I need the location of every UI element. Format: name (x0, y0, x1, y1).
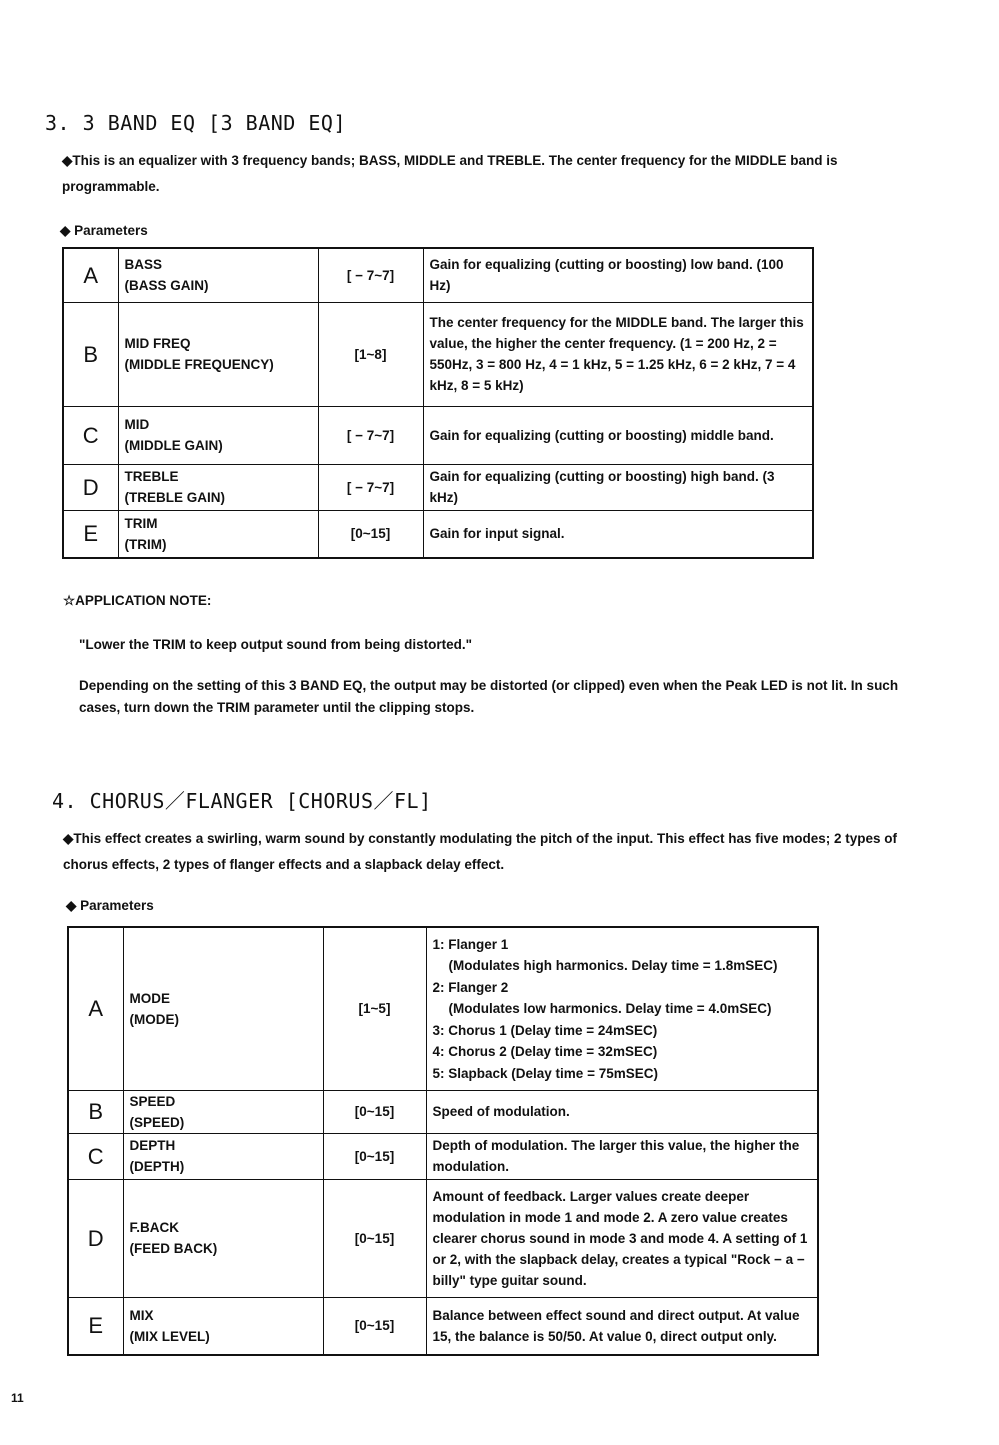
table-row (63, 464, 813, 510)
application-note-label-text: APPLICATION NOTE: (75, 593, 212, 608)
param-name-cell (123, 1179, 323, 1297)
param-range: [0~15] (323, 1133, 426, 1179)
mode-item: 5: Slapback (Delay time = 75mSEC) (432, 1065, 658, 1081)
table-row (63, 510, 813, 558)
param-name: SPEED (129, 1093, 176, 1109)
table-row (68, 1133, 818, 1179)
param-description: Amount of feedback. Larger values create deeper modulation in mode 1 and mode 2. A zero value creates clearer chorus sound in mode 3 and mode 4. A setting of 1 or 2, with the slapback delay, creates a typical "Rock − a − billy" type guitar sound. (426, 1179, 818, 1297)
param-name: TRIM (124, 515, 158, 531)
param-name: DEPTH (129, 1138, 176, 1153)
param-letter: C (68, 1133, 123, 1179)
table-row (63, 302, 813, 406)
diamond-bullet-icon: ◆ (60, 223, 71, 238)
param-range: [ − 7~7] (318, 248, 423, 302)
param-full-name: (TRIM) (124, 536, 167, 552)
diamond-bullet-icon: ◆ (63, 831, 74, 846)
diamond-bullet-icon: ◆ (62, 153, 73, 168)
param-description: The center frequency for the MIDDLE band. The larger this value, the higher the center frequency. (1 = 200 Hz, 2 = 550Hz, 3 = 800 Hz, 4 = 1 kHz, 5 = 1.25 kHz, 6 = 2 kHz, 7 = 4 kHz, 8 = 5 kHz) (423, 302, 813, 406)
param-range: [0~15] (318, 510, 423, 558)
section-3-intro-text: This is an equalizer with 3 frequency bands; BASS, MIDDLE and TREBLE. The center frequency for the MIDDLE band is programmable. (62, 153, 838, 194)
section-4-intro-text: This effect creates a swirling, warm sound by constantly modulating the pitch of the input. This effect has five modes; 2 types of chorus effects, 2 types of flanger effects and a slapback delay effect. (63, 831, 898, 872)
params-label-text: Parameters (80, 898, 154, 913)
param-description: Speed of modulation. (426, 1090, 818, 1133)
param-description: Gain for equalizing (cutting or boosting) low band. (100 Hz) (423, 248, 813, 302)
param-full-name: (BASS GAIN) (124, 278, 209, 294)
mode-list (426, 927, 818, 1090)
table-row (63, 406, 813, 464)
table-row (68, 927, 818, 1090)
param-range: [ − 7~7] (318, 406, 423, 464)
section-4-heading: 4. CHORUS／FLANGER [CHORUS／FL] (52, 789, 432, 813)
table-row (63, 248, 813, 302)
page-number: 11 (11, 1391, 24, 1405)
param-description: Gain for equalizing (cutting or boosting) middle band. (423, 406, 813, 464)
param-full-name: (MIDDLE GAIN) (124, 438, 223, 453)
param-letter: C (63, 406, 118, 464)
param-name-cell (118, 510, 318, 558)
param-name: MID FREQ (124, 336, 191, 351)
param-letter: D (68, 1179, 123, 1297)
mode-item: 4: Chorus 2 (Delay time = 32mSEC) (432, 1044, 658, 1059)
param-range: [0~15] (323, 1297, 426, 1355)
param-description: Balance between effect sound and direct output. At value 15, the balance is 50/50. At value 0, direct output only. (426, 1297, 818, 1355)
param-full-name: (SPEED) (129, 1114, 185, 1130)
star-icon: ☆ (63, 593, 76, 608)
param-letter: E (68, 1297, 123, 1355)
param-full-name: (MIDDLE FREQUENCY) (124, 357, 274, 372)
param-name-cell (118, 302, 318, 406)
param-name-cell (118, 248, 318, 302)
param-name: MIX (129, 1307, 154, 1323)
table-row (68, 1297, 818, 1355)
param-description: Gain for input signal. (423, 510, 813, 558)
param-name: TREBLE (124, 469, 179, 484)
application-note-label (63, 593, 211, 609)
eq-parameter-table (62, 247, 814, 559)
param-full-name: (MIX LEVEL) (129, 1328, 210, 1344)
param-range: [0~15] (323, 1090, 426, 1133)
param-range: [1~5] (323, 927, 426, 1090)
param-name-cell (118, 464, 318, 510)
param-range: [1~8] (318, 302, 423, 406)
param-letter: A (63, 248, 118, 302)
param-name-cell (123, 1297, 323, 1355)
application-note-quote: "Lower the TRIM to keep output sound from being distorted." (79, 637, 473, 652)
param-name: MODE (129, 990, 170, 1006)
section-3-heading: 3. 3 BAND EQ [3 BAND EQ] (45, 111, 346, 135)
param-letter: B (68, 1090, 123, 1133)
table-row (68, 1179, 818, 1297)
section-3-params-label (60, 223, 148, 239)
mode-detail: (Modulates high harmonics. Delay time = 1.8mSEC) (448, 958, 778, 973)
param-letter: B (63, 302, 118, 406)
chorus-parameter-table (67, 926, 819, 1356)
mode-item: 1: Flanger 1 (432, 936, 509, 952)
param-range: [ − 7~7] (318, 464, 423, 510)
section-3-intro (62, 148, 922, 200)
param-name: BASS (124, 257, 163, 273)
param-full-name: (TREBLE GAIN) (124, 490, 225, 505)
param-name: MID (124, 417, 150, 432)
mode-item: 2: Flanger 2 (432, 979, 509, 995)
param-description: Gain for equalizing (cutting or boosting) high band. (3 kHz) (423, 464, 813, 510)
table-row (68, 1090, 818, 1133)
param-name-cell (123, 1133, 323, 1179)
mode-item: 3: Chorus 1 (Delay time = 24mSEC) (432, 1022, 658, 1038)
section-4-params-label (66, 898, 154, 914)
param-range: [0~15] (323, 1179, 426, 1297)
param-letter: A (68, 927, 123, 1090)
param-name: F.BACK (129, 1220, 179, 1235)
param-description: Depth of modulation. The larger this value, the higher the modulation. (426, 1133, 818, 1179)
param-letter: D (63, 464, 118, 510)
application-note-body: Depending on the setting of this 3 BAND EQ, the output may be distorted (or clipped) even when the Peak LED is not lit. In such cases, turn down the TRIM parameter until the clipping stops. (79, 678, 899, 715)
param-letter: E (63, 510, 118, 558)
param-full-name: (MODE) (129, 1011, 179, 1027)
diamond-bullet-icon: ◆ (66, 898, 77, 913)
section-4-intro (63, 826, 923, 878)
mode-detail: (Modulates low harmonics. Delay time = 4.0mSEC) (448, 1001, 772, 1016)
params-label-text: Parameters (74, 223, 148, 238)
param-name-cell (123, 927, 323, 1090)
param-name-cell (123, 1090, 323, 1133)
param-full-name: (DEPTH) (129, 1159, 185, 1174)
param-name-cell (118, 406, 318, 464)
param-full-name: (FEED BACK) (129, 1241, 218, 1256)
